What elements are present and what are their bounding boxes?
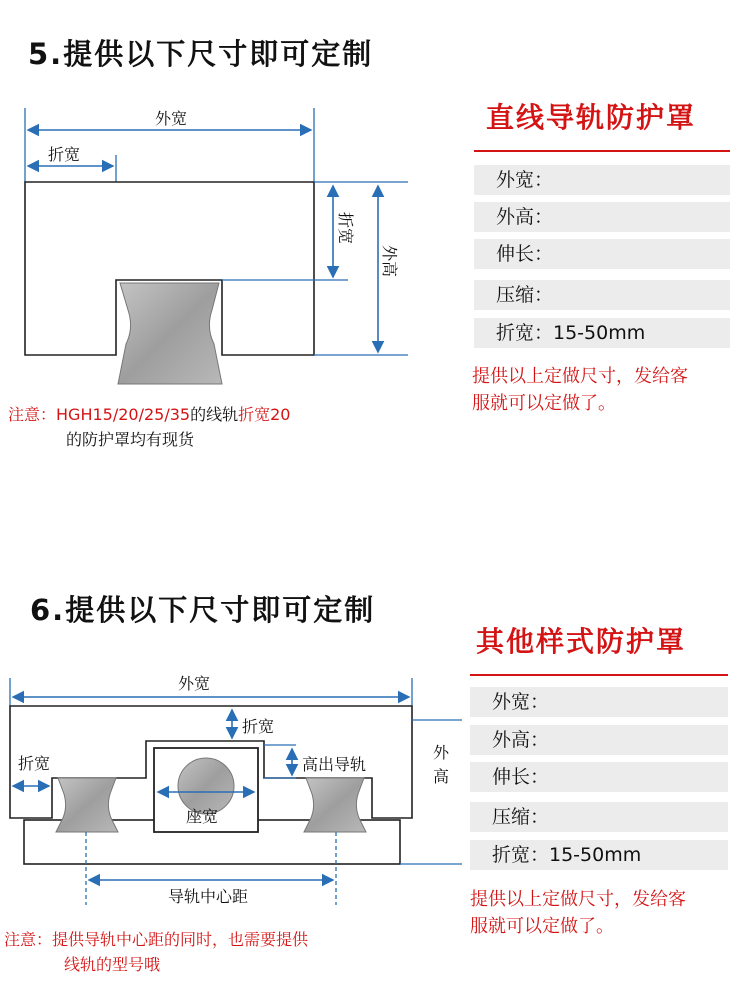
panel6-row-outer-width: 外宽： bbox=[470, 687, 728, 717]
panel5-row-outer-width: 外宽： bbox=[474, 165, 730, 195]
s6-fold-top-label: 折宽 bbox=[242, 717, 275, 736]
s6-center-distance-label: 导轨中心距 bbox=[168, 887, 249, 906]
s6-rail-right bbox=[304, 778, 366, 832]
s6-fold-left-label: 折宽 bbox=[18, 754, 51, 773]
panel5-row-outer-height: 外高： bbox=[474, 202, 730, 232]
panel6-row-fold-width: 折宽：15-50mm bbox=[470, 840, 728, 870]
panel5-rule bbox=[474, 150, 730, 152]
outer-width-label: 外宽 bbox=[155, 109, 188, 128]
panel5-row-compression: 压缩： bbox=[474, 280, 730, 310]
panel6-row-outer-height: 外高： bbox=[470, 725, 728, 755]
note-rail: 的线轨 bbox=[190, 405, 239, 424]
s6-outer-height-label-2: 高 bbox=[433, 767, 450, 786]
note-prefix: 注意： bbox=[8, 405, 57, 424]
panel5-title: 直线导轨防护罩 bbox=[486, 101, 697, 134]
panel5-note bbox=[472, 363, 742, 417]
outer-height-label: 外高 bbox=[380, 245, 399, 278]
panel5-note-line2: 服就可以定做了。 bbox=[472, 393, 616, 414]
s6-note-line2: 线轨的型号哦 bbox=[64, 955, 161, 974]
s6-outer-height-label-1: 外 bbox=[433, 743, 450, 762]
panel5-note-line1: 提供以上定做尺寸，发给客 bbox=[472, 366, 688, 387]
section5-title: 5.提供以下尺寸即可定制 bbox=[28, 37, 374, 71]
panel5-row-fold-width: 折宽：15-50mm bbox=[474, 318, 730, 348]
s6-rail-left bbox=[56, 778, 118, 832]
s6-outer-width-label: 外宽 bbox=[178, 674, 211, 693]
note-model: HGH15/20/25/35 bbox=[56, 405, 191, 424]
s6-note-line1: 注意：提供导轨中心距的同时，也需要提供 bbox=[4, 930, 309, 949]
s6-round-rod bbox=[178, 758, 234, 814]
s6-seat-width-label: 座宽 bbox=[186, 807, 219, 826]
fold-width-label: 折宽 bbox=[48, 145, 81, 164]
note-fold: 折宽20 bbox=[238, 405, 291, 424]
panel6-row-compression: 压缩： bbox=[470, 802, 728, 832]
panel6-note bbox=[470, 886, 742, 940]
fold-vertical-label: 折宽 bbox=[336, 212, 355, 245]
panel6-note-line2: 服就可以定做了。 bbox=[470, 916, 614, 937]
section6-note bbox=[4, 927, 404, 977]
note-stock: 的防护罩均有现货 bbox=[66, 430, 195, 449]
panel6-row-extension: 伸长： bbox=[470, 762, 728, 792]
panel6-rule bbox=[470, 674, 728, 676]
section6-title: 6.提供以下尺寸即可定制 bbox=[30, 593, 376, 627]
s6-above-rail-label: 高出导轨 bbox=[302, 755, 367, 774]
panel5-row-extension: 伸长： bbox=[474, 239, 730, 269]
panel6-title: 其他样式防护罩 bbox=[476, 625, 687, 658]
panel6-note-line1: 提供以上定做尺寸，发给客 bbox=[470, 889, 686, 910]
